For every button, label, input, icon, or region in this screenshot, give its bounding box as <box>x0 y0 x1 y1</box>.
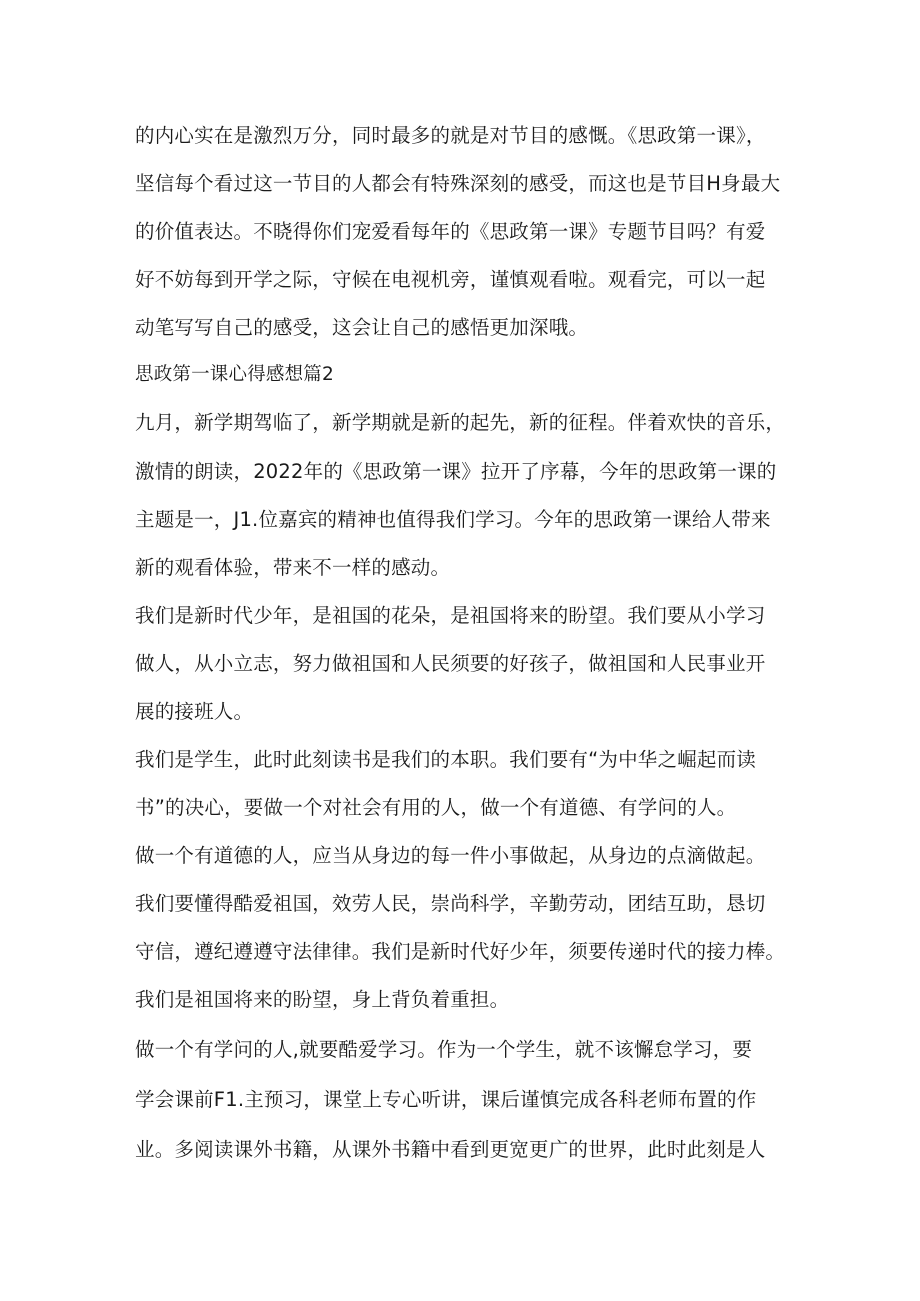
paragraph-line: 好不妨每到开学之际，守候在电视机旁，谨慎观看啦。观看完，可以一起 <box>135 268 766 291</box>
paragraph-line: 我们是祖国将来的盼望，身上背负着重担。 <box>135 988 510 1011</box>
paragraph-line: 我们是新时代少年，是祖国的花朵，是祖国将来的盼望。我们要从小学习 <box>135 604 766 627</box>
paragraph-line: 业。多阅读课外书籍，从课外书籍中看到更宽更广的世界，此时此刻是人 <box>135 1138 766 1161</box>
paragraph-line: 动笔写写自己的感受，这会让自己的感悟更加深哦。 <box>135 316 589 339</box>
paragraph-line: 做一个有道德的人，应当从身边的每一件小事做起，从身边的点滴做起。 <box>135 844 766 867</box>
paragraph-line: 坚信每个看过这一节目的人都会有特殊深刻的感受，而这也是节目H身最大 <box>135 172 781 195</box>
paragraph-line: 主题是一，J1.位嘉宾的精神也值得我们学习。今年的思政第一课给人带来 <box>135 508 771 531</box>
paragraph-line: 我们要懂得酷爱祖国，效劳人民，崇尚科学，辛勤劳动，团结互助，恳切 <box>135 892 766 915</box>
paragraph-line: 激情的朗读，2022年的《思政第一课》拉开了序幕，今年的思政第一课的 <box>135 460 777 483</box>
paragraph-line: 的内心实在是激烈万分，同时最多的就是对节目的感慨。《思政第一课》， <box>135 124 766 147</box>
paragraph-line: 我们是学生，此时此刻读书是我们的本职。我们要有“为中华之崛起而读 <box>135 748 757 771</box>
paragraph-line: 新的观看体验，带来不一样的感动。 <box>135 556 451 579</box>
paragraph-line: 展的接班人。 <box>135 700 254 723</box>
paragraph-line: 学会课前F1.主预习，课堂上专心听讲，课后谨慎完成各科老师布置的作 <box>135 1088 757 1111</box>
paragraph-line: 做人，从小立志，努力做祖国和人民须要的好孩子，做祖国和人民事业开 <box>135 652 766 675</box>
paragraph-line: 守信，遵纪遵遵守法律律。我们是新时代好少年，须要传递时代的接力棒。 <box>135 940 786 963</box>
paragraph-line: 的价值表达。不晓得你们宠爱看每年的《思政第一课》专题节目吗？有爱 <box>135 220 766 243</box>
paragraph-line: 做一个有学问的人,就要酷爱学习。作为一个学生，就不该懈怠学习，要 <box>135 1038 753 1061</box>
paragraph-line: 九月，新学期驾临了，新学期就是新的起先，新的征程。伴着欢快的音乐， <box>135 411 786 434</box>
section-heading: 思政第一课心得感想篇2 <box>135 364 334 385</box>
paragraph-line: 书”的决心，要做一个对社会有用的人，做一个有道德、有学问的人。 <box>135 796 737 819</box>
